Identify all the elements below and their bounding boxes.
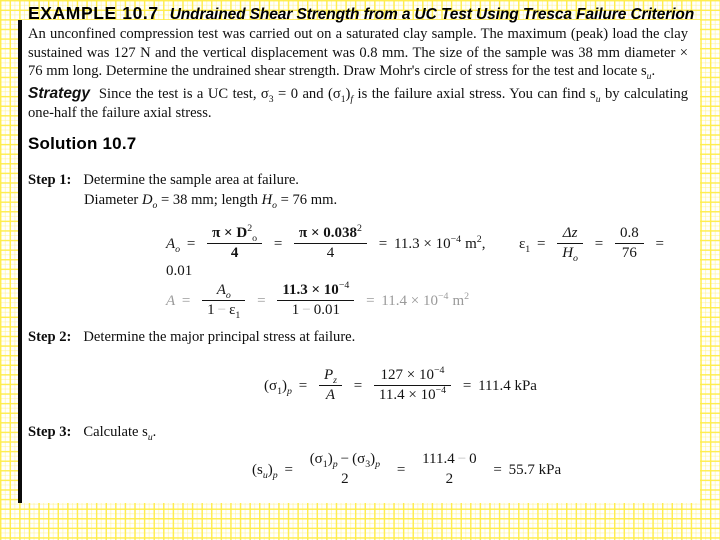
equation-undrained-shear-strength — [252, 452, 561, 489]
step-1-dim-b: D — [141, 192, 153, 208]
equation-corrected-area — [166, 280, 470, 321]
eq4-num1-a-psub: p — [332, 459, 338, 470]
step-3-tag: Step 3: — [28, 424, 72, 440]
eq1-fraction-1 — [207, 225, 262, 262]
step-3-text-end: . — [152, 424, 157, 440]
eq2-den1-b: ε — [229, 302, 236, 318]
strategy-text-4: is the failure axial stress. You can find s — [353, 86, 596, 102]
eq3-equals-1: = — [298, 377, 308, 394]
step-3-line — [28, 424, 156, 441]
eq4-num1-a-sub: 1 — [322, 459, 328, 470]
eq4-equals-1: = — [284, 461, 293, 478]
eq2-result-unit: m — [452, 292, 465, 309]
eq2-den2-b: 0.01 — [313, 302, 340, 318]
eq4-lhs: (s — [252, 461, 263, 478]
example-header — [28, 3, 694, 24]
strategy-sub-1: 3 — [268, 93, 274, 105]
eq2-num1-sub: o — [225, 290, 231, 301]
step-1-dim-b-sub: o — [152, 199, 158, 211]
eq2-lhs: A — [166, 292, 176, 309]
eq4-num2-op: − — [457, 451, 467, 467]
eq3-equals-2: = — [353, 377, 363, 394]
step-1-text: Determine the sample area at failure. — [83, 172, 299, 188]
eq4-equals-2: = — [396, 461, 406, 478]
eq3-num2: 127 × 10 — [380, 367, 434, 383]
eq1-num1-sub: o — [252, 233, 258, 244]
eq1-fraction-2 — [294, 225, 367, 262]
eq3-num1: P — [323, 367, 334, 383]
eq1-eps-den: H — [562, 245, 574, 261]
problem-statement — [28, 25, 688, 81]
eq2-den1-b-sub: 1 — [235, 310, 241, 321]
eq2-fraction-1 — [202, 282, 245, 319]
strategy-label: Strategy — [28, 85, 91, 102]
strategy-text-3: ) — [345, 86, 351, 102]
eq1-equals-6: = — [655, 235, 664, 252]
eq3-num1-sub: z — [333, 375, 337, 386]
eq1-eps-num: Δz — [562, 225, 578, 241]
eq4-fraction-2 — [417, 451, 482, 488]
strategy-text-1: Since the test is a UC test, σ — [98, 86, 269, 102]
eq1-equals-2: = — [273, 235, 283, 252]
eq1-den2: 4 — [326, 245, 335, 261]
eq4-lhs-psub: p — [272, 469, 278, 481]
step-2-text: Determine the major principal stress at failure. — [83, 329, 356, 345]
eq2-result-unit-sup: 2 — [464, 290, 470, 302]
eq3-lhs-sub: 1 — [277, 385, 283, 397]
eq1-eps-num2: 0.8 — [615, 225, 644, 244]
example-title: Undrained Shear Strength from a UC Test Using Tresca Failure Criterion — [169, 6, 695, 23]
eq2-num1: A — [216, 282, 226, 298]
step-1-dimensions — [84, 192, 337, 209]
step-1-tag: Step 1: — [28, 172, 72, 188]
step-1-dim-c: = 38 mm; length — [157, 192, 262, 208]
eq4-num1-b: (σ — [352, 451, 366, 467]
step-1-dim-d: H — [261, 192, 273, 208]
equation-major-principal-stress — [264, 365, 537, 405]
eq3-equals-3: = — [462, 377, 472, 394]
eq1-den1: 4 — [230, 245, 239, 261]
step-3-text: Calculate s — [83, 424, 148, 440]
eq1-num1: π × D — [212, 225, 248, 241]
eq1-num1-sup: 2 — [247, 223, 253, 234]
eq1-fraction-4 — [615, 225, 644, 262]
eq2-fraction-2 — [277, 282, 354, 319]
eq4-num1-a: (σ — [309, 451, 323, 467]
eq4-fraction-1 — [305, 451, 385, 488]
eq1-eps-result: 0.01 — [166, 263, 193, 279]
eq1-equals-5: = — [594, 235, 604, 252]
eq2-den2-a: 1 — [291, 302, 300, 318]
problem-statement-text: An unconfined compression test was carried out on a saturated clay sample. The maximum (peak) load the clay sustained was 127 N and the vertical displacement was 0.8 mm. The size of the sample was 38 mm diameter × 76 mm long. Determine the undrained shear strength. Draw Mohr's circle of stress for the test and locate s — [28, 26, 688, 80]
eq1-eps-lhs-sub: 1 — [525, 243, 531, 255]
step-2-line — [28, 329, 355, 346]
eq3-lhs-close: ) — [282, 377, 288, 394]
eq2-den1-a: 1 — [207, 302, 215, 318]
eq2-result-sup: −4 — [437, 290, 449, 302]
eq2-result: 11.4 × 10 — [381, 292, 438, 309]
eq1-eps-lhs: ε — [518, 235, 526, 252]
eq4-den1: 2 — [341, 471, 349, 487]
problem-statement-end: . — [651, 63, 656, 80]
eq3-den1: A — [325, 387, 336, 403]
example-label: EXAMPLE 10.7 — [28, 3, 159, 23]
eq4-lhs-sub: u — [262, 469, 268, 481]
strategy-paragraph — [28, 85, 688, 122]
equation-area-and-strain: $A_o$ = $\frac{\pi \times D^2_o}{4}$ = $\frac{\pi \times 0.038^2}{4}$ = $11.3 \times 10^{-4}$ $m^2$, $\varepsilon_1$ = $\frac{\Delta z}{H_o}$ = $\frac{0.8}{76}$ = 0.01 — [166, 223, 664, 279]
eq2-num2: 11.3 × 10 — [282, 282, 339, 298]
solution-heading: Solution 10.7 — [28, 134, 137, 153]
strategy-sub-3: f — [350, 93, 354, 105]
strategy-text-5: by calculating one-half the failure axial stress. — [28, 86, 689, 121]
eq4-num1-a-close: ) — [327, 451, 333, 467]
eq2-den1-minus: − — [217, 302, 227, 318]
step-3-text-sub: u — [147, 431, 153, 443]
eq4-num1-b-sub: 3 — [365, 459, 371, 470]
eq1-result-unit: m — [465, 235, 477, 252]
eq1-result: 11.3 × 10 — [393, 235, 451, 252]
eq1-num2-sup: 2 — [357, 223, 362, 234]
eq3-den2: 11.4 × 10 — [378, 387, 436, 403]
eq1-fraction-3 — [557, 225, 583, 262]
eq2-num2-sup: −4 — [338, 280, 350, 291]
step-2-tag: Step 2: — [28, 329, 72, 345]
eq4-den2: 2 — [445, 471, 454, 487]
eq1-result-sup: −4 — [450, 233, 462, 245]
eq1-lhs: A — [166, 235, 176, 252]
eq1-equals-1: = — [186, 235, 196, 252]
eq3-fraction-1 — [319, 367, 342, 404]
eq3-result: 111.4 kPa — [478, 377, 537, 394]
eq3-lhs: (σ — [264, 377, 278, 394]
strategy-text-2: = 0 and (σ — [273, 86, 341, 102]
eq3-den2-sup: −4 — [435, 385, 447, 396]
eq1-eps-den2: 76 — [621, 245, 637, 261]
eq3-fraction-2 — [374, 367, 451, 404]
eq1-equals-3: = — [378, 235, 388, 252]
eq3-lhs-psub: p — [287, 385, 292, 397]
strategy-sub-2: 1 — [340, 93, 346, 105]
step-1-dim-d-sub: o — [272, 199, 277, 211]
eq4-num1-b-close: ) — [370, 451, 376, 467]
eq2-equals-2: = — [257, 292, 266, 309]
step-1-dim-a: Diameter — [84, 192, 142, 208]
eq2-equals-1: = — [181, 292, 191, 309]
eq1-num2: π × 0.038 — [299, 225, 358, 241]
eq4-num1-b-psub: p — [375, 459, 381, 470]
eq1-lhs-sub: o — [175, 243, 181, 255]
panel-left-rule — [18, 20, 22, 503]
step-1-line — [28, 172, 299, 189]
eq1-result-unit-sup: 2 — [476, 233, 482, 245]
problem-statement-sub: u — [646, 71, 652, 83]
eq4-num2-b: 0 — [469, 451, 477, 467]
eq4-num2-a: 111.4 — [422, 451, 455, 467]
eq4-result: 55.7 kPa — [508, 461, 562, 478]
eq1-equals-4: = — [536, 235, 546, 252]
eq4-num1-op: − — [340, 451, 350, 467]
eq1-eps-den-sub: o — [573, 253, 578, 264]
step-1-dim-e: = 76 mm. — [276, 192, 338, 208]
eq2-den2-minus: − — [302, 302, 311, 318]
eq3-num2-sup: −4 — [433, 365, 445, 376]
eq4-lhs-close: ) — [267, 461, 273, 478]
eq4-equals-3: = — [493, 461, 502, 478]
strategy-sub-4: u — [595, 93, 601, 105]
eq2-equals-3: = — [366, 292, 375, 309]
